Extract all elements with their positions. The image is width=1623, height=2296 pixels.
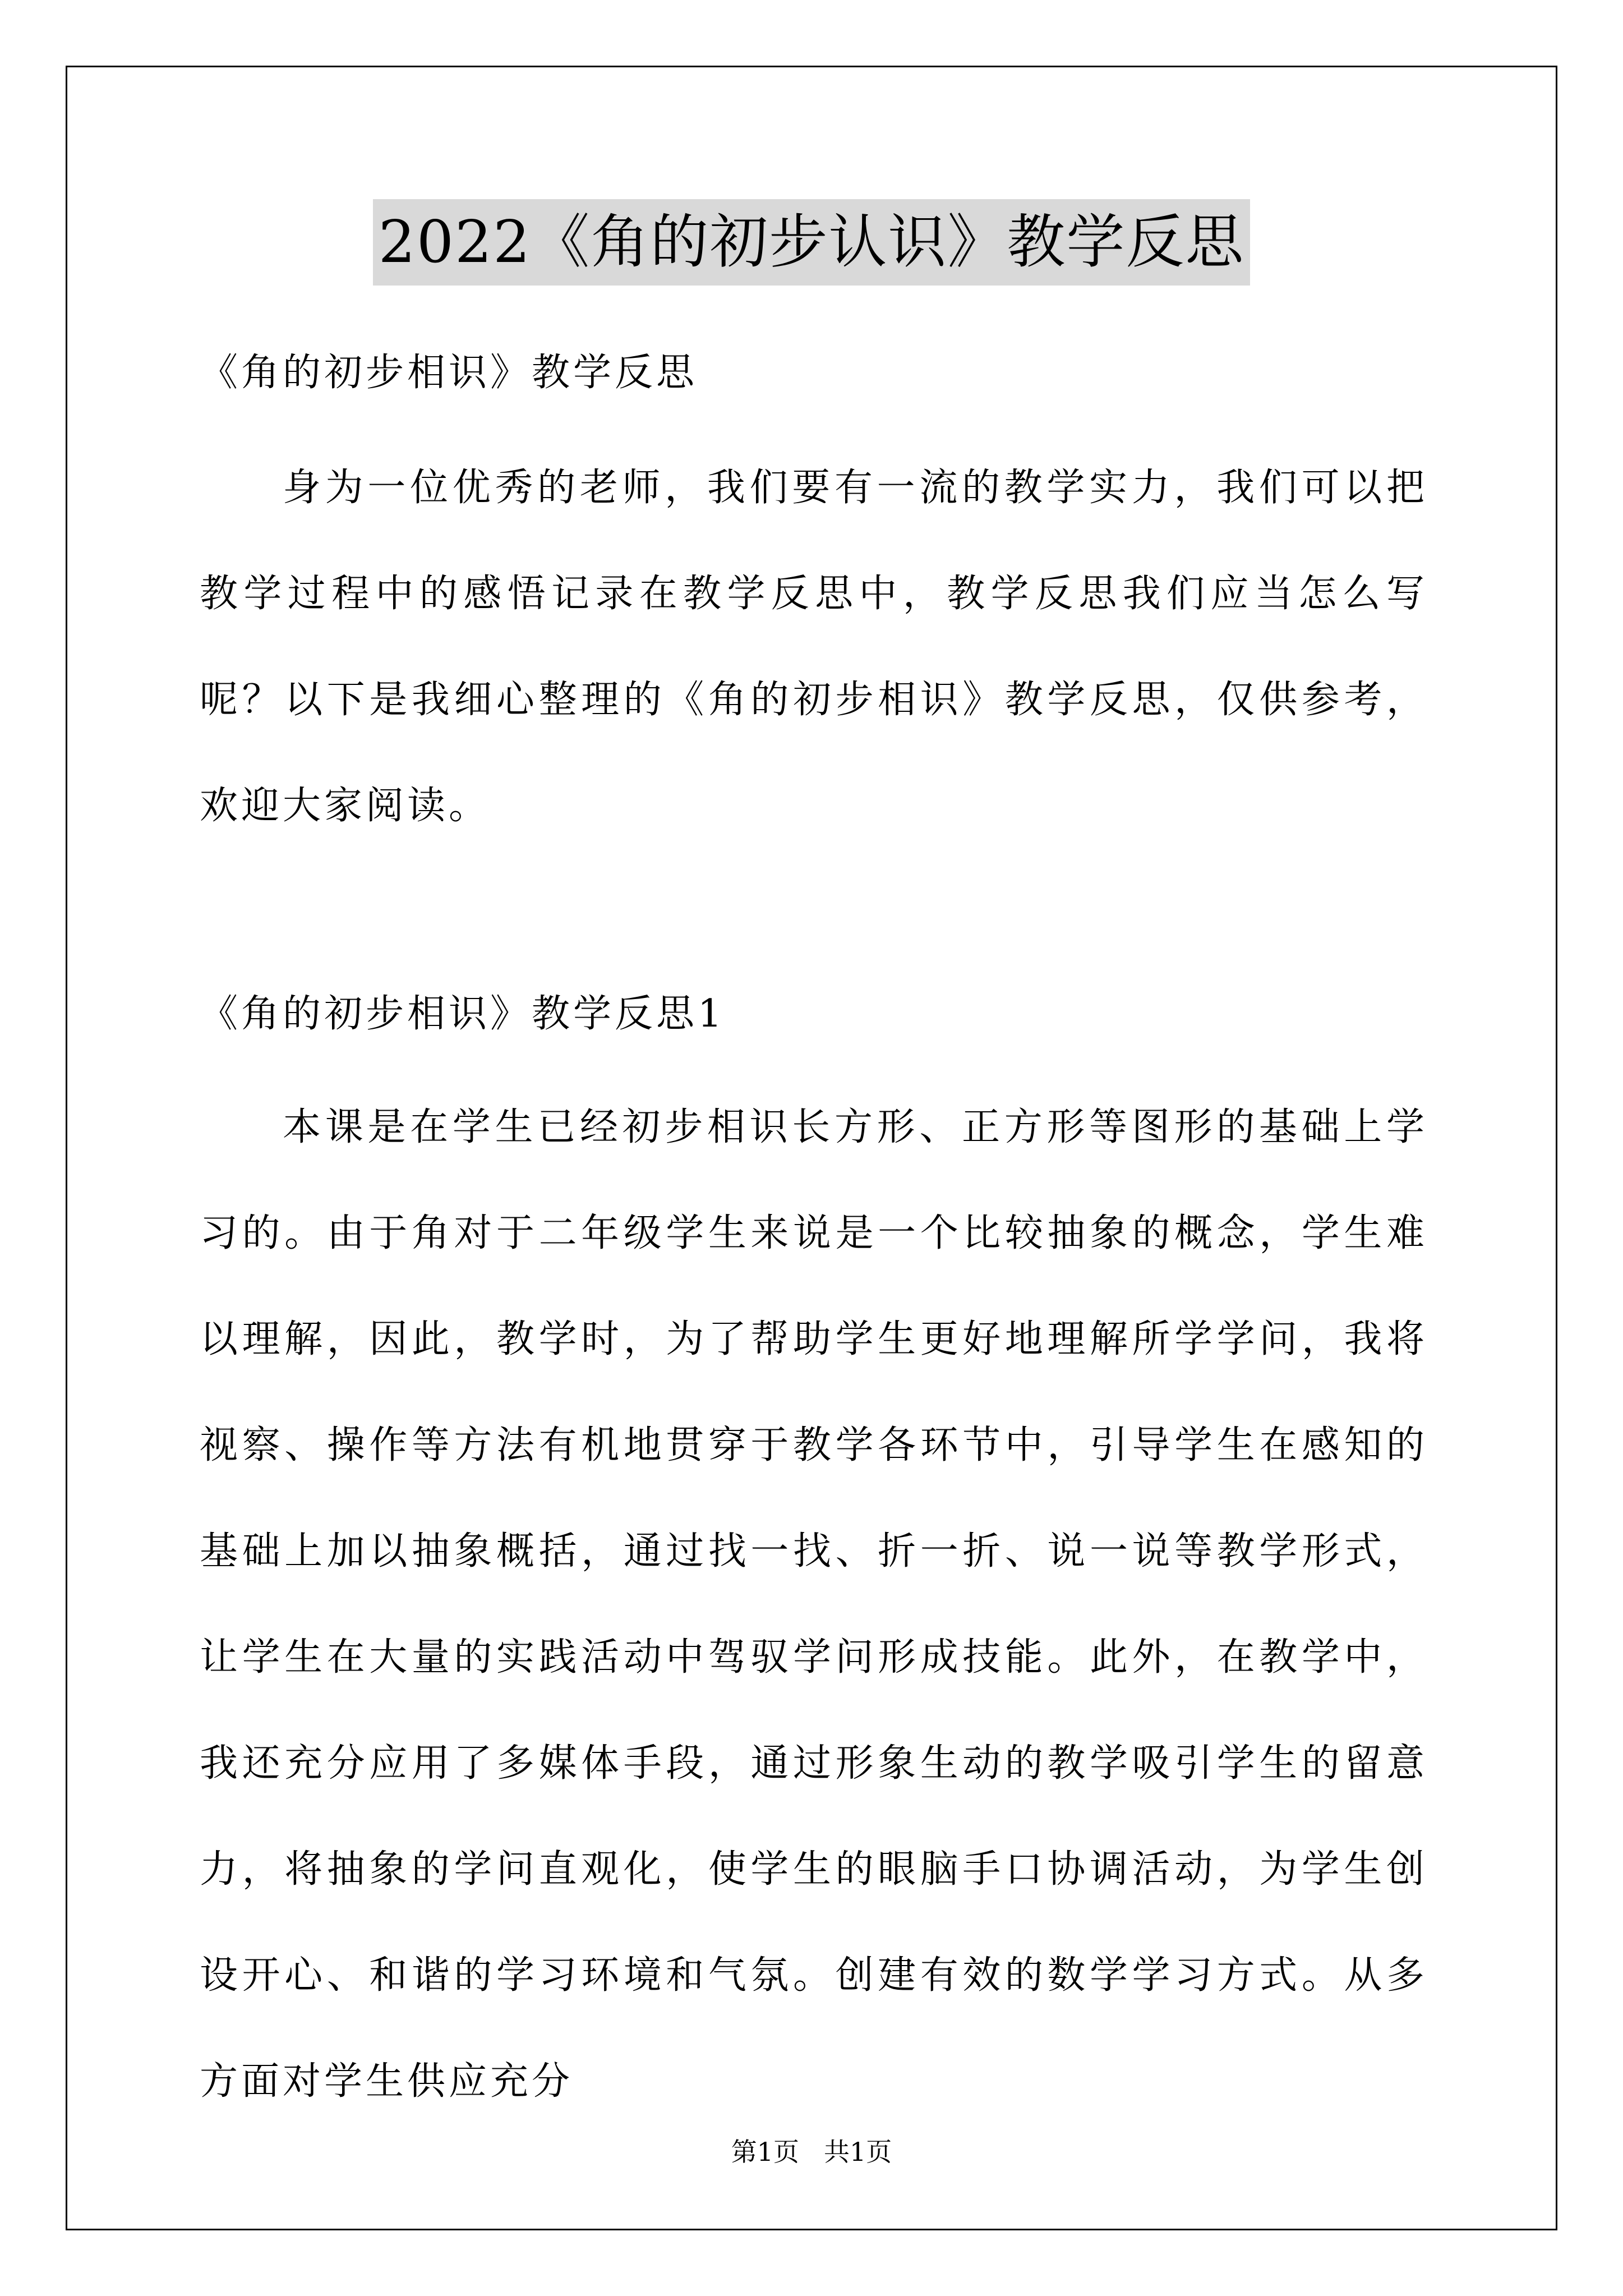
footer-total-pages: 共1页 <box>823 2137 892 2167</box>
subheading-intro: 《角的初步相识》教学反思 <box>200 351 698 395</box>
body-paragraph: 本课是在学生已经初步相识长方形、正方形等图形的基础上学习的。由于角对于二年级学生来说是一个比较抽象的概念，学生难以理解，因此，教学时，为了帮助学生更好地理解所学学问，我将视察、操作等方法有机地贯穿于教学各环节中，引导学生在感知的基础上加以抽象概括，通过找一找、折一折、说一说等教学形式，让学生在大量的实践活动中驾驭学问形成技能。此外，在教学中，我还充分应用了多媒体手段，通过形象生动的教学吸引学生的留意力，将抽象的学问直观化，使学生的眼脑手口协调活动，为学生创设开心、和谐的学习环境和气氛。创建有效的数学学习方式。从多方面对学生供应充分 <box>200 1105 1428 2104</box>
document-title: 2022《角的初步认识》教学反思 <box>373 199 1251 286</box>
footer-page-number: 第1页 <box>731 2137 800 2167</box>
title-container <box>0 199 1623 286</box>
subheading-reflection-1: 《角的初步相识》教学反思1 <box>200 992 726 1036</box>
intro-paragraph: 身为一位优秀的老师，我们要有一流的教学实力，我们可以把教学过程中的感悟记录在教学反思中，教学反思我们应当怎么写呢？以下是我细心整理的《角的初步相识》教学反思，仅供参考，欢迎大家阅读。 <box>200 466 1428 828</box>
page-footer <box>0 2132 1623 2169</box>
